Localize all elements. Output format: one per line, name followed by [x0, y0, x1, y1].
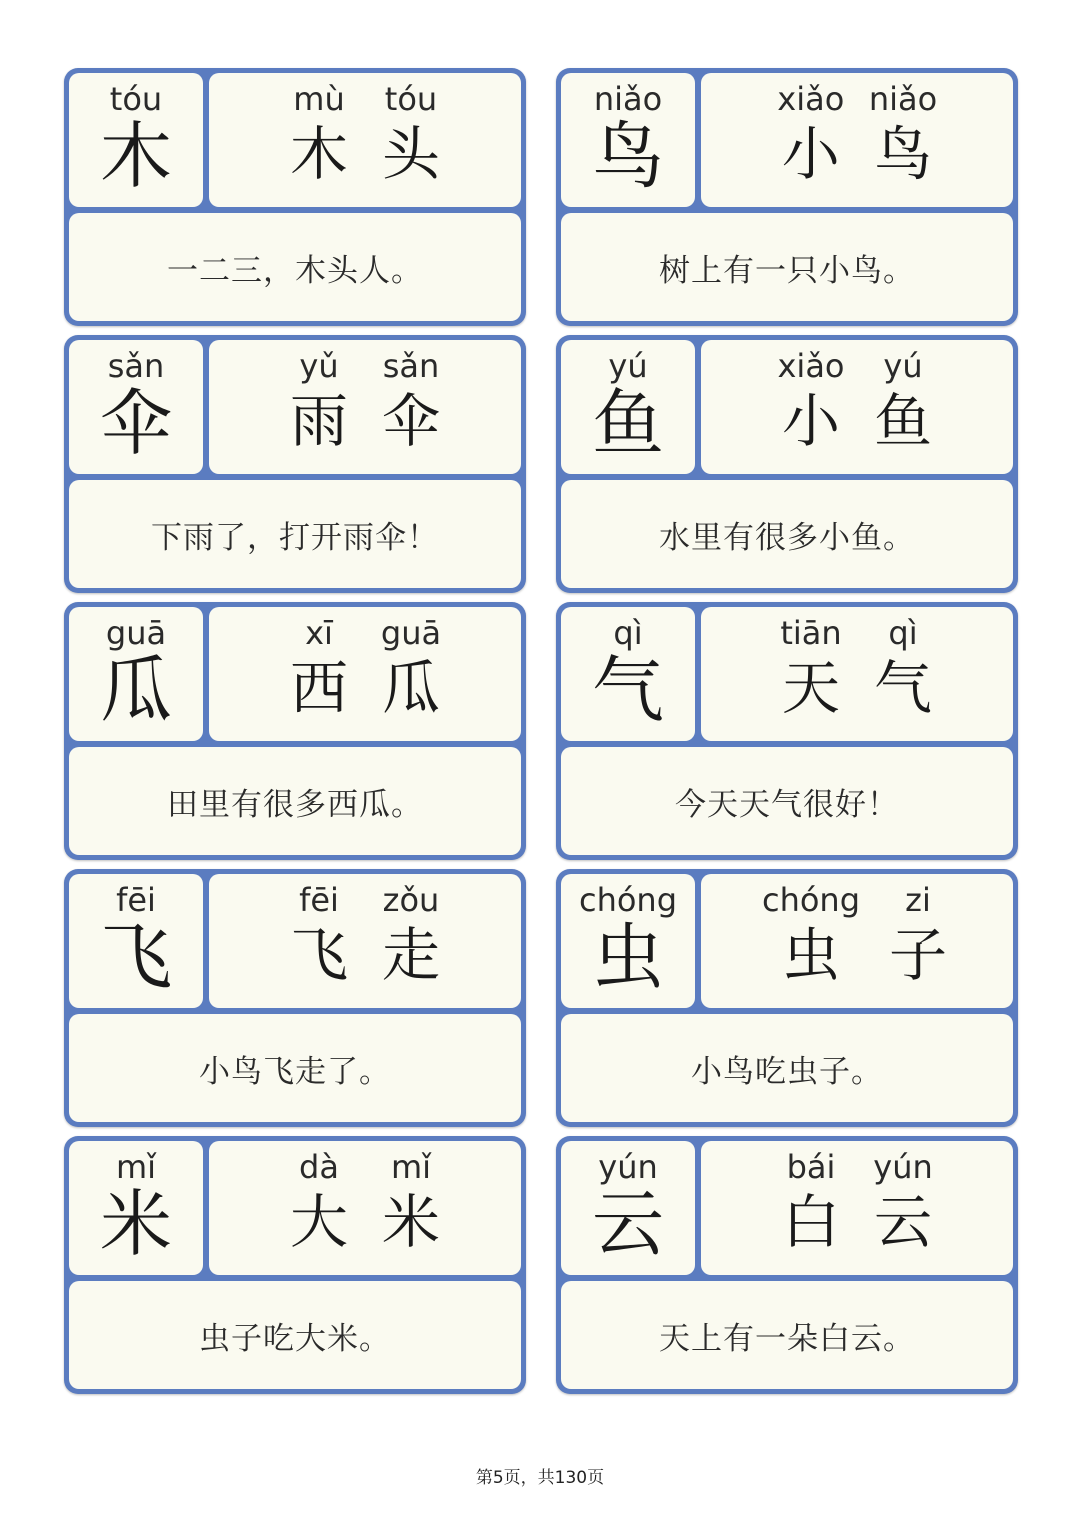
- single-hanzi: 气: [591, 648, 664, 732]
- word-cell: [701, 607, 1013, 741]
- single-hanzi: 鸟: [591, 114, 664, 198]
- word-syllable: [777, 1149, 845, 1275]
- word-card: [556, 335, 1018, 593]
- word-card: [64, 335, 526, 593]
- word-syllable: [869, 348, 937, 474]
- word-pinyin: qì: [888, 614, 918, 652]
- single-char-cell: [561, 607, 695, 741]
- word-syllable: [762, 882, 860, 1008]
- word-hanzi: 雨: [289, 387, 348, 455]
- single-hanzi: 云: [591, 1182, 664, 1266]
- word-syllable: [377, 615, 445, 741]
- example-sentence: 一二三，木头人。: [69, 213, 521, 321]
- word-syllable: [377, 348, 445, 474]
- word-pinyin: xiǎo: [777, 347, 845, 385]
- word-syllable: [869, 1149, 937, 1275]
- example-sentence: 虫子吃大米。: [69, 1281, 521, 1389]
- word-pinyin: bái: [786, 1148, 836, 1186]
- word-syllable: [377, 1149, 445, 1275]
- word-syllable: [884, 882, 952, 1008]
- word-hanzi: 天: [781, 654, 840, 722]
- page-footer: 第5页，共130页: [475, 1468, 605, 1488]
- word-pinyin: fēi: [299, 881, 339, 919]
- word-card: [556, 602, 1018, 860]
- word-pinyin: sǎn: [382, 347, 440, 385]
- word-syllable: [377, 882, 445, 1008]
- word-syllable: [285, 81, 353, 207]
- word-hanzi: 木: [289, 120, 348, 188]
- single-hanzi: 虫: [591, 915, 664, 999]
- word-syllable: [377, 81, 445, 207]
- word-cell: [209, 1141, 521, 1275]
- single-char-cell: [561, 874, 695, 1008]
- word-pinyin: mù: [293, 80, 345, 118]
- word-hanzi: 米: [381, 1188, 440, 1256]
- word-card: [64, 68, 526, 326]
- word-hanzi: 瓜: [381, 654, 440, 722]
- single-hanzi: 伞: [99, 381, 172, 465]
- word-pinyin: zǒu: [382, 881, 440, 919]
- single-hanzi: 木: [99, 114, 172, 198]
- single-char-cell: [69, 874, 203, 1008]
- word-syllable: [777, 615, 845, 741]
- single-hanzi: 米: [99, 1182, 172, 1266]
- word-card: [64, 1136, 526, 1394]
- single-pinyin: qì: [613, 614, 643, 652]
- single-pinyin: fēi: [116, 881, 156, 919]
- word-syllable: [285, 882, 353, 1008]
- word-pinyin: zi: [905, 881, 931, 919]
- word-hanzi: 气: [873, 654, 932, 722]
- single-pinyin: chóng: [578, 881, 678, 919]
- flashcard-grid: [64, 68, 1018, 1394]
- single-char-cell: [561, 340, 695, 474]
- word-hanzi: 鱼: [873, 387, 932, 455]
- single-char-cell: [69, 1141, 203, 1275]
- word-hanzi: 头: [381, 120, 440, 188]
- word-cell: [209, 340, 521, 474]
- word-pinyin: xiǎo: [777, 80, 845, 118]
- example-sentence: 小鸟飞走了。: [69, 1014, 521, 1122]
- word-hanzi: 云: [873, 1188, 932, 1256]
- single-hanzi: 飞: [99, 915, 172, 999]
- word-syllable: [777, 348, 845, 474]
- word-cell: [701, 73, 1013, 207]
- single-pinyin: yún: [598, 1148, 658, 1186]
- word-syllable: [869, 615, 937, 741]
- word-cell: [701, 1141, 1013, 1275]
- example-sentence: 今天天气很好！: [561, 747, 1013, 855]
- word-pinyin: yú: [883, 347, 923, 385]
- example-sentence: 树上有一只小鸟。: [561, 213, 1013, 321]
- word-hanzi: 鸟: [873, 120, 932, 188]
- word-hanzi: 走: [381, 921, 440, 989]
- single-hanzi: 瓜: [99, 648, 172, 732]
- word-pinyin: tóu: [384, 80, 438, 118]
- word-syllable: [777, 81, 845, 207]
- word-hanzi: 子: [889, 921, 948, 989]
- word-hanzi: 西: [289, 654, 348, 722]
- word-pinyin: dà: [299, 1148, 339, 1186]
- single-char-cell: [69, 340, 203, 474]
- word-card: [556, 68, 1018, 326]
- word-cell: [209, 607, 521, 741]
- word-cell: [209, 874, 521, 1008]
- example-sentence: 小鸟吃虫子。: [561, 1014, 1013, 1122]
- single-char-cell: [69, 607, 203, 741]
- word-card: [64, 869, 526, 1127]
- word-card: [556, 1136, 1018, 1394]
- word-pinyin: mǐ: [390, 1148, 432, 1186]
- word-hanzi: 白: [781, 1188, 840, 1256]
- single-char-cell: [69, 73, 203, 207]
- word-pinyin: niǎo: [868, 80, 938, 118]
- word-card: [64, 602, 526, 860]
- single-char-cell: [561, 73, 695, 207]
- word-hanzi: 大: [289, 1188, 348, 1256]
- single-hanzi: 鱼: [591, 381, 664, 465]
- word-pinyin: tiān: [780, 614, 842, 652]
- word-pinyin: xī: [305, 614, 333, 652]
- word-pinyin: yún: [873, 1148, 933, 1186]
- example-sentence: 下雨了，打开雨伞！: [69, 480, 521, 588]
- word-pinyin: chóng: [761, 881, 861, 919]
- word-pinyin: guā: [380, 614, 442, 652]
- example-sentence: 田里有很多西瓜。: [69, 747, 521, 855]
- word-syllable: [285, 615, 353, 741]
- example-sentence: 天上有一朵白云。: [561, 1281, 1013, 1389]
- word-hanzi: 虫: [781, 921, 840, 989]
- word-cell: [701, 874, 1013, 1008]
- word-cell: [701, 340, 1013, 474]
- word-syllable: [285, 1149, 353, 1275]
- word-hanzi: 伞: [381, 387, 440, 455]
- word-hanzi: 小: [781, 387, 840, 455]
- example-sentence: 水里有很多小鱼。: [561, 480, 1013, 588]
- word-syllable: [869, 81, 937, 207]
- single-pinyin: yú: [608, 347, 648, 385]
- word-card: [556, 869, 1018, 1127]
- word-hanzi: 小: [781, 120, 840, 188]
- single-pinyin: mǐ: [115, 1148, 157, 1186]
- single-char-cell: [561, 1141, 695, 1275]
- word-syllable: [285, 348, 353, 474]
- single-pinyin: sǎn: [107, 347, 165, 385]
- single-pinyin: niǎo: [593, 80, 663, 118]
- single-pinyin: tóu: [109, 80, 163, 118]
- word-hanzi: 飞: [289, 921, 348, 989]
- word-pinyin: yǔ: [299, 347, 339, 385]
- single-pinyin: guā: [105, 614, 167, 652]
- word-cell: [209, 73, 521, 207]
